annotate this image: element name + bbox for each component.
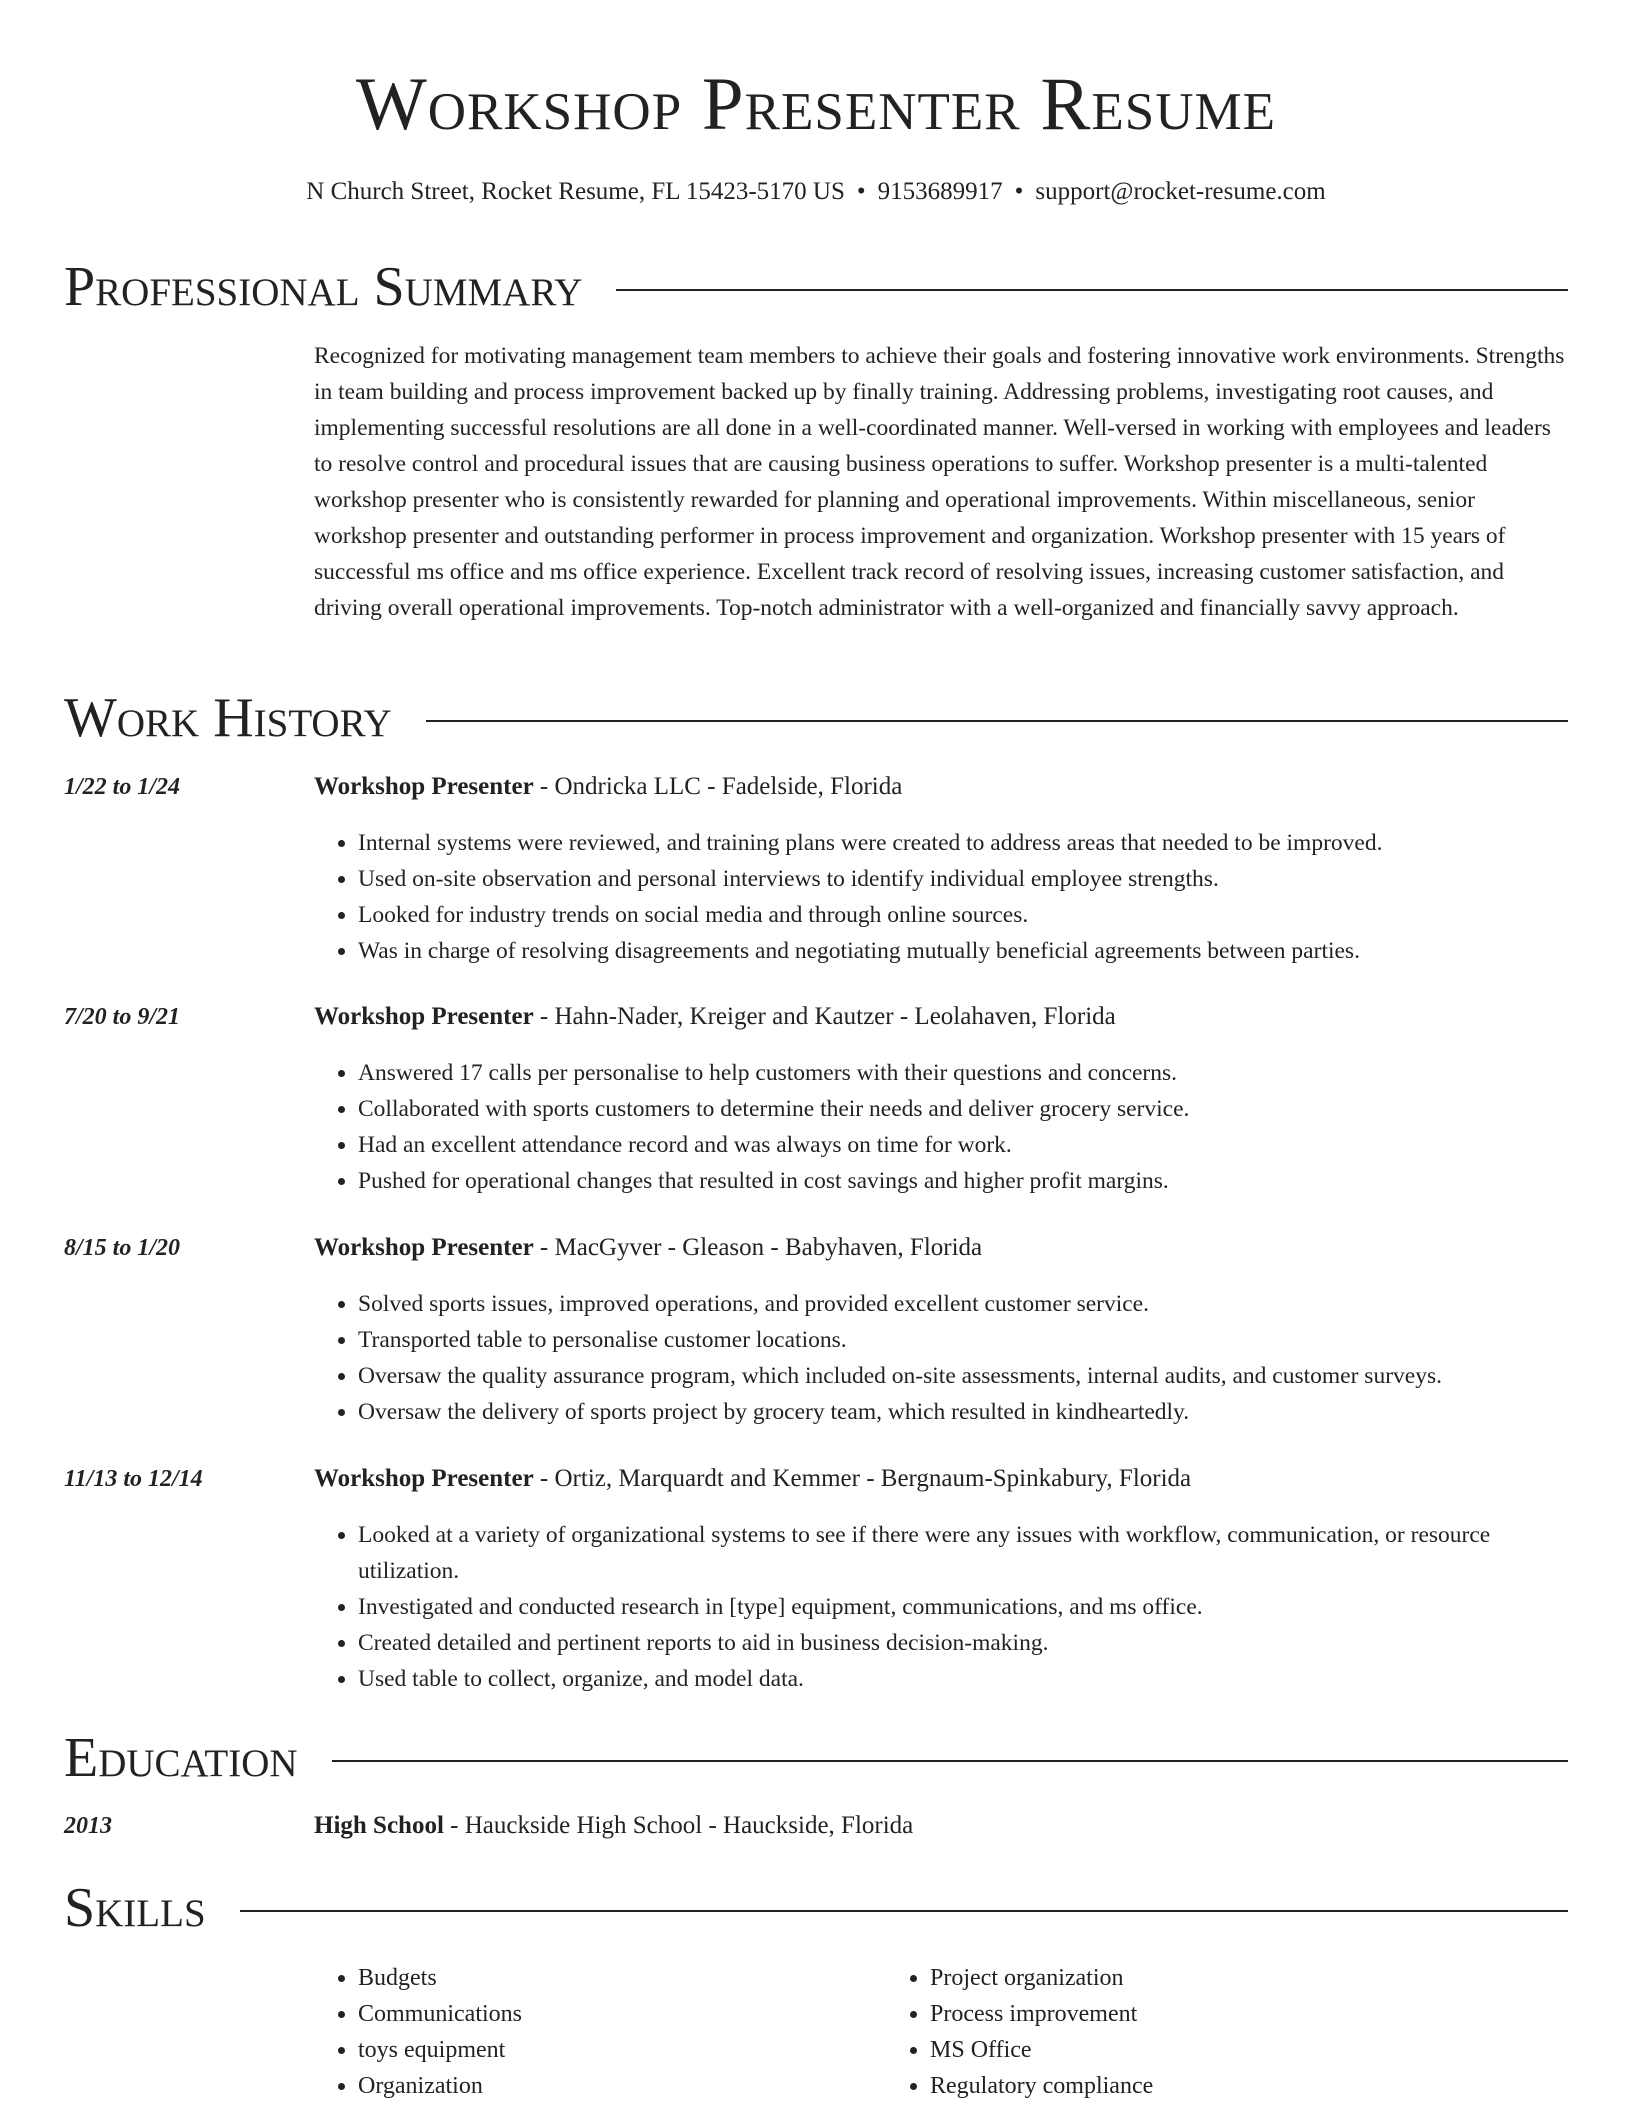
job-bullet: • Collaborated with sports customers to determine their needs and deliver grocery service. xyxy=(358,1091,1568,1127)
skills-heading: Skills xyxy=(64,1877,206,1939)
summary-section-heading xyxy=(64,252,1568,322)
job-bullets xyxy=(314,1286,1568,1430)
education-heading: Education xyxy=(64,1727,298,1789)
contact-address: N Church Street, Rocket Resume, FL 15423-5170 US xyxy=(306,178,845,205)
job-bullets xyxy=(314,1055,1568,1199)
job-bullet: • Investigated and conducted research in [type] equipment, communications, and ms office. xyxy=(358,1589,1568,1625)
section-divider xyxy=(426,720,1568,722)
skill-item: • Budgets xyxy=(358,1960,886,1996)
work-heading: Work History xyxy=(64,687,392,749)
education-school: - Hauckside High School - Hauckside, Florida xyxy=(443,1812,914,1839)
skill-item: • Organization xyxy=(358,2068,886,2104)
contact-phone: 9153689917 xyxy=(877,178,1003,205)
contact-separator: • xyxy=(856,178,866,205)
job-heading xyxy=(314,1232,982,1264)
job-bullet: • Had an excellent attendance record and was always on time for work. xyxy=(358,1127,1568,1163)
skill-item: • toys equipment xyxy=(358,2032,886,2068)
contact-line xyxy=(0,176,1632,208)
job-bullet: • Used table to collect, organize, and model data. xyxy=(358,1661,1568,1697)
job-bullet: • Looked at a variety of organizational systems to see if there were any issues with workflow, communication, or resource utilization. xyxy=(358,1517,1568,1589)
summary-text: Recognized for motivating management team members to achieve their goals and fostering innovative work environments. Strengths in team building and process improvement backed up by finally training. Addressing problems, investigating root causes, and implementing successful resolutions are all done in a well-coordinated manner. Well-versed in working with employees and leaders to resolve control and procedural issues that are causing business operations to suffer. Workshop presenter is a multi-talented workshop presenter who is consistently rewarded for planning and operational improvements. Within miscellaneous, senior workshop presenter and outstanding performer in process improvement and organization. Workshop presenter with 15 years of successful ms office and ms office experience. Excellent track record of resolving issues, increasing customer satisfaction, and driving overall operational improvements. Top-notch administrator with a well-organized and financially savvy approach. xyxy=(314,343,1565,621)
job-heading xyxy=(314,1001,1116,1033)
education-heading-line xyxy=(314,1810,913,1842)
contact-separator: • xyxy=(1014,178,1024,205)
skill-item: • MS Office xyxy=(930,2032,1458,2068)
job-bullet: • Was in charge of resolving disagreements and negotiating mutually beneficial agreements between parties. xyxy=(358,933,1568,969)
job-heading xyxy=(314,1463,1191,1495)
job-employer: - Ondricka LLC - Fadelside, Florida xyxy=(533,773,903,800)
job-bullet: • Oversaw the delivery of sports project by grocery team, which resulted in kindheartedly. xyxy=(358,1394,1568,1430)
job-bullet: • Created detailed and pertinent reports to aid in business decision-making. xyxy=(358,1625,1568,1661)
resume-title: Workshop Presenter Resume xyxy=(355,63,1276,146)
job-title: Workshop Presenter xyxy=(314,773,534,800)
job-date: 11/13 to 12/14 xyxy=(64,1466,203,1492)
skill-item: • Regulatory compliance xyxy=(930,2068,1458,2104)
education-section-heading xyxy=(64,1723,1568,1793)
job-bullet: • Pushed for operational changes that resulted in cost savings and higher profit margins. xyxy=(358,1163,1568,1199)
job-date: 7/20 to 9/21 xyxy=(64,1004,181,1030)
education-degree: High School xyxy=(314,1812,444,1839)
job-bullet: • Transported table to personalise customer locations. xyxy=(358,1322,1568,1358)
job-heading xyxy=(314,771,902,803)
job-title: Workshop Presenter xyxy=(314,1234,534,1261)
job-bullets xyxy=(314,825,1568,969)
job-employer: - Ortiz, Marquardt and Kemmer - Bergnaum-Spinkabury, Florida xyxy=(533,1465,1192,1492)
skill-item: • Project organization xyxy=(930,1960,1458,1996)
job-date: 8/15 to 1/20 xyxy=(64,1235,181,1261)
section-divider xyxy=(240,1910,1568,1912)
job-employer: - Hahn-Nader, Kreiger and Kautzer - Leolahaven, Florida xyxy=(533,1003,1116,1030)
job-bullet: • Looked for industry trends on social media and through online sources. xyxy=(358,897,1568,933)
work-section-heading xyxy=(64,683,1568,753)
contact-email: support@rocket-resume.com xyxy=(1035,178,1326,205)
job-employer: - MacGyver - Gleason - Babyhaven, Florida xyxy=(533,1234,983,1261)
job-title: Workshop Presenter xyxy=(314,1465,534,1492)
skills-list xyxy=(314,1960,1568,2104)
skills-column-right xyxy=(886,1960,1458,2104)
job-title: Workshop Presenter xyxy=(314,1003,534,1030)
section-divider xyxy=(616,289,1568,291)
job-bullet: • Used on-site observation and personal interviews to identify individual employee strengths. xyxy=(358,861,1568,897)
section-divider xyxy=(332,1760,1568,1762)
job-bullet: • Answered 17 calls per personalise to help customers with their questions and concerns. xyxy=(358,1055,1568,1091)
education-date: 2013 xyxy=(64,1813,112,1839)
skill-item: • Communications xyxy=(358,1996,886,2032)
skill-item: • Process improvement xyxy=(930,1996,1458,2032)
job-bullet: • Solved sports issues, improved operations, and provided excellent customer service. xyxy=(358,1286,1568,1322)
skills-section-heading xyxy=(64,1873,1568,1943)
job-date: 1/22 to 1/24 xyxy=(64,774,181,800)
job-bullet: • Internal systems were reviewed, and training plans were created to address areas that needed to be improved. xyxy=(358,825,1568,861)
skills-column-left xyxy=(314,1960,886,2104)
job-bullets xyxy=(314,1517,1568,1697)
job-bullet: • Oversaw the quality assurance program, which included on-site assessments, internal audits, and customer surveys. xyxy=(358,1358,1568,1394)
summary-heading: Professional Summary xyxy=(64,256,583,318)
